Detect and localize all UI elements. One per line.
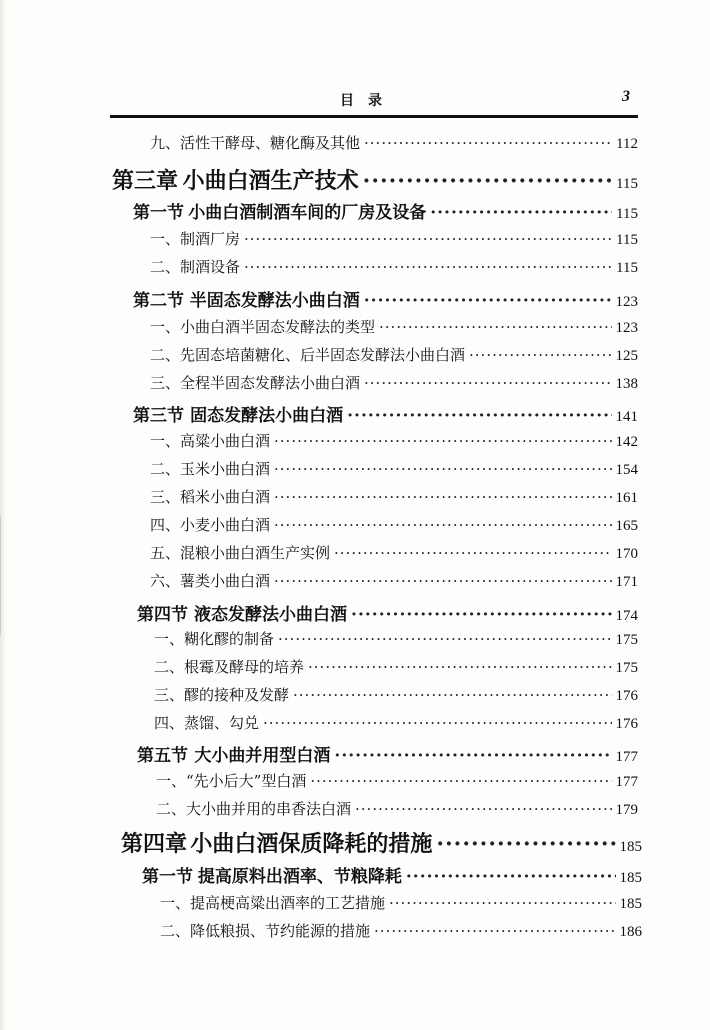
toc-entry-label: 二、先固态培菌糖化、后半固态发酵法小曲白酒 [150, 346, 466, 364]
toc-entry-page: 185 [619, 839, 642, 855]
toc-entry-label: 一、“先小后大”型白酒 [156, 772, 307, 790]
toc-leader-dots [274, 432, 611, 450]
toc-entry-page: 170 [615, 546, 638, 562]
toc-leader-dots [334, 746, 611, 766]
toc-leader-dots [347, 406, 611, 426]
toc-entry-page: 176 [615, 716, 638, 732]
toc-entry[interactable] [154, 656, 638, 684]
toc-entry-label: 四、蒸馏、勾兑 [154, 714, 260, 732]
toc-entry[interactable] [154, 712, 638, 740]
toc-entry-page: 115 [616, 232, 638, 248]
toc-entry-page: 154 [615, 462, 638, 478]
toc-entry-page: 115 [616, 176, 638, 192]
toc-chapter-entry[interactable] [112, 164, 638, 198]
toc-entry-label: 九、活性干酵母、糖化酶及其他 [150, 134, 361, 152]
toc-section-prefix: 第四节 [137, 605, 188, 625]
toc-leader-dots [274, 488, 611, 506]
toc-leader-dots [364, 374, 611, 392]
toc-section-entry[interactable] [142, 862, 642, 890]
toc-section-label: 大小曲并用型白酒 [194, 746, 331, 766]
toc-section-entry[interactable] [137, 741, 638, 769]
toc-entry-page: 175 [615, 660, 638, 676]
toc-entry-page: 115 [616, 260, 638, 276]
toc-entry-page: 185 [619, 870, 642, 886]
toc-leader-dots [263, 714, 611, 732]
toc-entry-label: 六、薯类小曲白酒 [150, 572, 271, 590]
toc-entry-page: 174 [615, 608, 638, 624]
toc-entry-page: 165 [615, 518, 638, 534]
toc-entry-page: 171 [615, 574, 638, 590]
running-title: 目 录 [340, 93, 382, 109]
toc-leader-dots [374, 922, 615, 940]
toc-leader-dots [436, 831, 615, 857]
toc-entry[interactable] [160, 892, 642, 920]
toc-entry-page: 177 [615, 774, 638, 790]
toc-entry-page: 161 [615, 490, 638, 506]
toc-section-prefix: 第二节 [133, 291, 184, 311]
toc-leader-dots [389, 894, 615, 912]
toc-entry-label: 一、提高梗高粱出酒率的工艺措施 [160, 894, 386, 912]
toc-entry-page: 185 [619, 896, 642, 912]
toc-entry-page: 138 [615, 376, 638, 392]
toc-section-entry[interactable] [137, 600, 638, 628]
toc-entry-label: 三、稻米小曲白酒 [150, 488, 271, 506]
toc-entry-page: 125 [615, 348, 638, 364]
toc-chapter-entry[interactable] [121, 827, 642, 861]
toc-leader-dots [351, 605, 611, 625]
toc-entry-page: 115 [616, 206, 638, 222]
toc-entry-page: 123 [615, 294, 638, 310]
page-number: 3 [622, 88, 630, 105]
toc-entry-page: 186 [619, 924, 642, 940]
toc-entry[interactable] [156, 770, 638, 798]
toc-leader-dots [308, 658, 611, 676]
toc-entry-page: 175 [615, 632, 638, 648]
toc-entry-page: 123 [615, 320, 638, 336]
toc-entry[interactable] [156, 798, 638, 826]
toc-section-prefix: 第一节 [142, 867, 193, 887]
toc-leader-dots [278, 630, 611, 648]
toc-entry-label: 二、制酒设备 [150, 258, 241, 276]
toc-leader-dots [364, 291, 612, 311]
toc-section-entry[interactable] [133, 286, 638, 314]
toc-entry-label: 一、小曲白酒半固态发酵法的类型 [150, 318, 376, 336]
toc-entry-page: 176 [615, 688, 638, 704]
toc-entry[interactable] [150, 458, 638, 486]
toc-leader-dots [334, 544, 611, 562]
toc-leader-dots [274, 460, 611, 478]
toc-entry[interactable] [154, 628, 638, 656]
toc-leader-dots [363, 168, 612, 194]
toc-leader-dots [355, 800, 611, 818]
toc-leader-dots [244, 230, 612, 248]
toc-entry[interactable] [150, 372, 638, 400]
toc-chapter-label: 小曲白酒保质降耗的措施 [190, 831, 433, 857]
toc-entry-label: 二、玉米小曲白酒 [150, 460, 271, 478]
toc-entry[interactable] [160, 920, 642, 948]
toc-entry-page: 142 [615, 434, 638, 450]
toc-entry-page: 141 [615, 409, 638, 425]
toc-entry-label: 三、全程半固态发酵法小曲白酒 [150, 374, 361, 392]
toc-section-prefix: 第一节 [133, 203, 184, 223]
toc-entry-label: 五、混粮小曲白酒生产实例 [150, 544, 331, 562]
toc-leader-dots [364, 134, 612, 152]
toc-entry[interactable] [150, 132, 638, 160]
toc-entry-label: 一、高粱小曲白酒 [150, 432, 271, 450]
toc-entry-label: 一、制酒厂房 [150, 230, 241, 248]
toc-leader-dots [469, 346, 611, 364]
toc-section-entry[interactable] [133, 401, 638, 429]
toc-section-prefix: 第五节 [137, 746, 188, 766]
toc-entry[interactable] [150, 542, 638, 570]
toc-entry[interactable] [150, 228, 638, 256]
toc-leader-dots [244, 258, 612, 276]
toc-entry[interactable] [150, 344, 638, 372]
toc-chapter-prefix: 第三章 [112, 168, 179, 194]
toc-section-label: 提高原料出酒率、节粮降耗 [197, 867, 402, 887]
toc-entry[interactable] [150, 514, 638, 542]
toc-entry-page: 177 [615, 749, 638, 765]
toc-section-label: 液态发酵法小曲白酒 [194, 605, 348, 625]
toc-entry[interactable] [150, 570, 638, 598]
toc-leader-dots [406, 867, 616, 887]
toc-section-entry[interactable] [133, 198, 638, 226]
toc-leader-dots [430, 203, 612, 223]
toc-leader-dots [293, 686, 611, 704]
toc-entry[interactable] [150, 256, 638, 284]
toc-entry[interactable] [154, 684, 638, 712]
toc-entry-label: 四、小麦小曲白酒 [150, 516, 271, 534]
toc-entry-label: 一、糊化醪的制备 [154, 630, 275, 648]
toc-entry[interactable] [150, 430, 638, 458]
toc-entry-label: 二、根霉及酵母的培养 [154, 658, 305, 676]
toc-section-label: 小曲白酒制酒车间的厂房及设备 [188, 203, 427, 223]
toc-entry-label: 二、大小曲并用的串香法白酒 [156, 800, 352, 818]
toc-entry[interactable] [150, 486, 638, 514]
toc-section-label: 固态发酵法小曲白酒 [190, 406, 344, 426]
toc-leader-dots [379, 318, 611, 336]
toc-entry-label: 二、降低粮损、节约能源的措施 [160, 922, 371, 940]
toc-section-prefix: 第三节 [133, 406, 184, 426]
toc-section-label: 半固态发酵法小曲白酒 [189, 291, 360, 311]
toc-leader-dots [274, 572, 611, 590]
toc-entry-label: 三、醪的接种及发酵 [154, 686, 290, 704]
toc-chapter-label: 小曲白酒生产技术 [182, 168, 359, 194]
toc-entry-page: 179 [615, 802, 638, 818]
toc-chapter-prefix: 第四章 [121, 831, 188, 857]
toc-leader-dots [310, 772, 611, 790]
toc-entry-page: 112 [616, 136, 638, 152]
toc-leader-dots [274, 516, 611, 534]
toc-entry[interactable] [150, 316, 638, 344]
